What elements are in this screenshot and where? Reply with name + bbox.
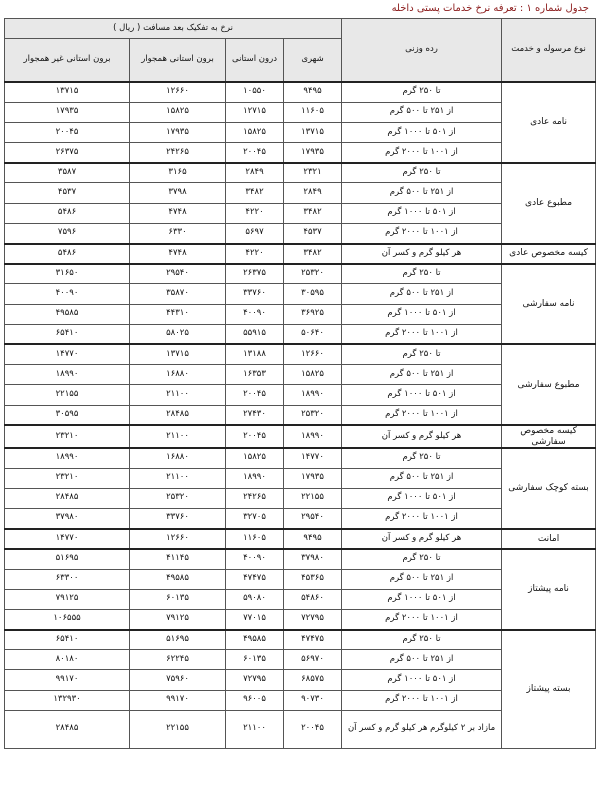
postal-tariff-table (4, 18, 596, 749)
weight-cell: از ۵۰۱ تا ۱۰۰۰ گرم (342, 488, 502, 508)
rate-intra-province: ۱۶۳۵۳ (226, 365, 284, 385)
rate-intra-province: ۴۰۰۹۰ (226, 549, 284, 569)
rate-adjacent-province: ۶۳۳۰ (130, 223, 226, 243)
rate-adjacent-province: ۵۱۶۹۵ (130, 630, 226, 650)
rate-city: ۱۷۹۳۵ (284, 143, 342, 163)
rate-non-adjacent-province: ۲۶۳۷۵ (5, 143, 130, 163)
rate-adjacent-province: ۲۵۳۲۰ (130, 488, 226, 508)
table-row (5, 425, 596, 448)
rate-non-adjacent-province: ۶۳۳۰۰ (5, 569, 130, 589)
rate-adjacent-province: ۳۱۶۵ (130, 163, 226, 183)
rate-city: ۹۰۷۳۰ (284, 690, 342, 710)
weight-cell: از ۲۵۱ تا ۵۰۰ گرم (342, 650, 502, 670)
rate-city: ۹۴۹۵ (284, 529, 342, 549)
rate-non-adjacent-province: ۴۵۳۷ (5, 183, 130, 203)
weight-cell: تا ۲۵۰ گرم (342, 82, 502, 102)
weight-cell: از ۵۰۱ تا ۱۰۰۰ گرم (342, 589, 502, 609)
weight-cell: از ۲۵۱ تا ۵۰۰ گرم (342, 183, 502, 203)
table-row (5, 163, 596, 183)
table-row (5, 549, 596, 569)
rate-non-adjacent-province: ۱۷۹۳۵ (5, 102, 130, 122)
weight-cell: مازاد بر ۲ کیلوگرم هر کیلو گرم و کسر آن (342, 710, 502, 748)
rate-city: ۱۳۷۱۵ (284, 122, 342, 142)
rate-city: ۲۹۵۴۰ (284, 508, 342, 528)
rate-city: ۱۸۹۹۰ (284, 425, 342, 448)
rate-city: ۲۵۳۲۰ (284, 264, 342, 284)
rate-city: ۴۷۴۷۵ (284, 630, 342, 650)
rate-adjacent-province: ۴۱۱۴۵ (130, 549, 226, 569)
rate-intra-province: ۵۹۰۸۰ (226, 589, 284, 609)
rate-city: ۱۱۶۰۵ (284, 102, 342, 122)
rate-intra-province: ۴۲۲۰ (226, 244, 284, 264)
rate-non-adjacent-province: ۶۵۴۱۰ (5, 324, 130, 344)
weight-cell: از ۵۰۱ تا ۱۰۰۰ گرم (342, 304, 502, 324)
header-non-adjacent-province: برون استانی غیر همجوار (5, 39, 130, 82)
rate-non-adjacent-province: ۷۵۹۶ (5, 223, 130, 243)
weight-cell: هر کیلو گرم و کسر آن (342, 529, 502, 549)
weight-cell: تا ۲۵۰ گرم (342, 163, 502, 183)
weight-cell: تا ۲۵۰ گرم (342, 344, 502, 364)
header-city: شهری (284, 39, 342, 82)
rate-city: ۲۲۱۵۵ (284, 488, 342, 508)
rate-intra-province: ۳۴۸۲ (226, 183, 284, 203)
service-type-cell: مطبوع سفارشی (502, 344, 596, 425)
weight-cell: از ۲۵۱ تا ۵۰۰ گرم (342, 569, 502, 589)
weight-cell: از ۱۰۰۱ تا ۲۰۰۰ گرم (342, 223, 502, 243)
header-service: نوع مرسوله و خدمت (502, 19, 596, 83)
rate-adjacent-province: ۲۱۱۰۰ (130, 468, 226, 488)
caption-title: تعرفه نرخ خدمات پستی داخله (391, 3, 517, 14)
table-row (5, 244, 596, 264)
rate-intra-province: ۴۹۵۸۵ (226, 630, 284, 650)
rate-city: ۱۸۹۹۰ (284, 385, 342, 405)
rate-city: ۵۴۸۶۰ (284, 589, 342, 609)
weight-cell: از ۱۰۰۱ تا ۲۰۰۰ گرم (342, 508, 502, 528)
rate-adjacent-province: ۳۵۸۷۰ (130, 284, 226, 304)
header-intra-province: درون استانی (226, 39, 284, 82)
rate-intra-province: ۴۰۰۹۰ (226, 304, 284, 324)
rate-non-adjacent-province: ۳۱۶۵۰ (5, 264, 130, 284)
table-row (5, 82, 596, 102)
rate-adjacent-province: ۳۳۷۶۰ (130, 508, 226, 528)
header-adjacent-province: برون استانی همجوار (130, 39, 226, 82)
service-type-cell: کیسه مخصوص عادی (502, 244, 596, 264)
table-row (5, 448, 596, 468)
rate-intra-province: ۲۰۰۴۵ (226, 143, 284, 163)
rate-city: ۱۷۹۳۵ (284, 468, 342, 488)
rate-adjacent-province: ۴۷۴۸ (130, 244, 226, 264)
rate-non-adjacent-province: ۵۱۶۹۵ (5, 549, 130, 569)
rate-city: ۵۶۹۷۰ (284, 650, 342, 670)
rate-non-adjacent-province: ۸۰۱۸۰ (5, 650, 130, 670)
rate-adjacent-province: ۱۵۸۲۵ (130, 102, 226, 122)
rate-non-adjacent-province: ۳۵۸۷ (5, 163, 130, 183)
rate-non-adjacent-province: ۷۹۱۲۵ (5, 589, 130, 609)
weight-cell: هر کیلو گرم و کسر آن (342, 425, 502, 448)
weight-cell: از ۲۵۱ تا ۵۰۰ گرم (342, 365, 502, 385)
rate-intra-province: ۱۱۶۰۵ (226, 529, 284, 549)
rate-intra-province: ۱۲۷۱۵ (226, 102, 284, 122)
rate-non-adjacent-province: ۲۸۴۸۵ (5, 488, 130, 508)
rate-intra-province: ۷۷۰۱۵ (226, 609, 284, 629)
rate-non-adjacent-province: ۳۷۹۸۰ (5, 508, 130, 528)
rate-city: ۳۰۵۹۵ (284, 284, 342, 304)
service-type-cell: مطبوع عادی (502, 163, 596, 244)
rate-non-adjacent-province: ۱۴۷۷۰ (5, 529, 130, 549)
weight-cell: تا ۲۵۰ گرم (342, 549, 502, 569)
rate-intra-province: ۴۷۴۷۵ (226, 569, 284, 589)
service-type-cell: کیسه مخصوص سفارشی (502, 425, 596, 448)
rate-intra-province: ۲۷۴۳۰ (226, 405, 284, 425)
rate-adjacent-province: ۲۹۵۴۰ (130, 264, 226, 284)
rate-non-adjacent-province: ۵۴۸۶ (5, 244, 130, 264)
rate-non-adjacent-province: ۱۳۲۹۳۰ (5, 690, 130, 710)
rate-intra-province: ۹۶۰۰۵ (226, 690, 284, 710)
rate-adjacent-province: ۲۲۱۵۵ (130, 710, 226, 748)
weight-cell: از ۱۰۰۱ تا ۲۰۰۰ گرم (342, 609, 502, 629)
service-type-cell: نامه پیشتاز (502, 549, 596, 630)
rate-adjacent-province: ۷۹۱۲۵ (130, 609, 226, 629)
rate-intra-province: ۱۸۹۹۰ (226, 468, 284, 488)
rate-city: ۳۴۸۲ (284, 203, 342, 223)
rate-intra-province: ۵۶۹۷ (226, 223, 284, 243)
rate-adjacent-province: ۴۷۴۸ (130, 203, 226, 223)
weight-cell: از ۵۰۱ تا ۱۰۰۰ گرم (342, 122, 502, 142)
rate-intra-province: ۲۴۲۶۵ (226, 488, 284, 508)
rate-adjacent-province: ۵۸۰۲۵ (130, 324, 226, 344)
rate-city: ۲۵۳۲۰ (284, 405, 342, 425)
weight-cell: از ۵۰۱ تا ۱۰۰۰ گرم (342, 670, 502, 690)
rate-non-adjacent-province: ۱۰۶۵۵۵ (5, 609, 130, 629)
rate-city: ۹۴۹۵ (284, 82, 342, 102)
rate-adjacent-province: ۷۵۹۶۰ (130, 670, 226, 690)
rate-adjacent-province: ۱۳۷۱۵ (130, 344, 226, 364)
rate-non-adjacent-province: ۲۸۴۸۵ (5, 710, 130, 748)
rate-city: ۵۰۶۴۰ (284, 324, 342, 344)
rate-non-adjacent-province: ۹۹۱۷۰ (5, 670, 130, 690)
table-row (5, 344, 596, 364)
weight-cell: هر کیلو گرم و کسر آن (342, 244, 502, 264)
weight-cell: تا ۲۵۰ گرم (342, 630, 502, 650)
rate-non-adjacent-province: ۳۰۵۹۵ (5, 405, 130, 425)
rate-city: ۲۸۴۹ (284, 183, 342, 203)
weight-cell: از ۱۰۰۱ تا ۲۰۰۰ گرم (342, 143, 502, 163)
rate-non-adjacent-province: ۱۴۷۷۰ (5, 344, 130, 364)
table-caption (392, 3, 589, 14)
rate-adjacent-province: ۲۱۱۰۰ (130, 425, 226, 448)
rate-adjacent-province: ۱۶۸۸۰ (130, 448, 226, 468)
rate-non-adjacent-province: ۴۰۰۹۰ (5, 284, 130, 304)
service-type-cell: بسته کوچک سفارشی (502, 448, 596, 529)
header-weight: رده وزنی (342, 19, 502, 83)
rate-intra-province: ۲۶۳۷۵ (226, 264, 284, 284)
rate-city: ۱۴۷۷۰ (284, 448, 342, 468)
rate-intra-province: ۶۰۱۳۵ (226, 650, 284, 670)
rate-non-adjacent-province: ۱۳۷۱۵ (5, 82, 130, 102)
table-body (5, 82, 596, 748)
rate-non-adjacent-province: ۲۰۰۴۵ (5, 122, 130, 142)
rate-intra-province: ۲۸۴۹ (226, 163, 284, 183)
table-row (5, 264, 596, 284)
rate-adjacent-province: ۶۲۲۴۵ (130, 650, 226, 670)
rate-adjacent-province: ۲۸۴۸۵ (130, 405, 226, 425)
rate-intra-province: ۴۲۲۰ (226, 203, 284, 223)
rate-city: ۲۳۲۱ (284, 163, 342, 183)
rate-adjacent-province: ۲۱۱۰۰ (130, 385, 226, 405)
rate-city: ۳۶۹۲۵ (284, 304, 342, 324)
service-type-cell: نامه سفارشی (502, 264, 596, 345)
weight-cell: از ۱۰۰۱ تا ۲۰۰۰ گرم (342, 324, 502, 344)
rate-adjacent-province: ۴۴۳۱۰ (130, 304, 226, 324)
weight-cell: تا ۲۵۰ گرم (342, 448, 502, 468)
rate-city: ۶۸۵۷۵ (284, 670, 342, 690)
rate-city: ۳۴۸۲ (284, 244, 342, 264)
rate-intra-province: ۱۵۸۲۵ (226, 448, 284, 468)
service-type-cell: بسته پیشتاز (502, 630, 596, 749)
rate-intra-province: ۱۵۸۲۵ (226, 122, 284, 142)
rate-adjacent-province: ۱۲۶۶۰ (130, 82, 226, 102)
rate-non-adjacent-province: ۱۸۹۹۰ (5, 448, 130, 468)
rate-non-adjacent-province: ۶۵۴۱۰ (5, 630, 130, 650)
rate-intra-province: ۲۰۰۴۵ (226, 385, 284, 405)
rate-city: ۲۰۰۴۵ (284, 710, 342, 748)
rate-non-adjacent-province: ۲۳۲۱۰ (5, 425, 130, 448)
rate-adjacent-province: ۱۶۸۸۰ (130, 365, 226, 385)
service-type-cell: امانت (502, 529, 596, 549)
rate-intra-province: ۲۰۰۴۵ (226, 425, 284, 448)
rate-non-adjacent-province: ۲۳۲۱۰ (5, 468, 130, 488)
weight-cell: از ۲۵۱ تا ۵۰۰ گرم (342, 284, 502, 304)
rate-intra-province: ۱۰۵۵۰ (226, 82, 284, 102)
rate-adjacent-province: ۳۷۹۸ (130, 183, 226, 203)
rate-city: ۴۵۳۷ (284, 223, 342, 243)
rate-intra-province: ۷۲۷۹۵ (226, 670, 284, 690)
weight-cell: از ۱۰۰۱ تا ۲۰۰۰ گرم (342, 405, 502, 425)
rate-city: ۱۲۶۶۰ (284, 344, 342, 364)
rate-intra-province: ۳۲۷۰۵ (226, 508, 284, 528)
rate-adjacent-province: ۹۹۱۷۰ (130, 690, 226, 710)
rate-adjacent-province: ۱۷۹۳۵ (130, 122, 226, 142)
rate-adjacent-province: ۶۰۱۳۵ (130, 589, 226, 609)
table-row (5, 529, 596, 549)
weight-cell: از ۵۰۱ تا ۱۰۰۰ گرم (342, 203, 502, 223)
rate-non-adjacent-province: ۵۴۸۶ (5, 203, 130, 223)
header-distance-group: نرخ به تفکیک بعد مسافت ( ریال ) (5, 19, 342, 39)
weight-cell: تا ۲۵۰ گرم (342, 264, 502, 284)
rate-intra-province: ۱۳۱۸۸ (226, 344, 284, 364)
rate-intra-province: ۵۵۹۱۵ (226, 324, 284, 344)
weight-cell: از ۵۰۱ تا ۱۰۰۰ گرم (342, 385, 502, 405)
rate-adjacent-province: ۴۹۵۸۵ (130, 569, 226, 589)
caption-label: جدول شماره ۱ : (519, 3, 589, 14)
rate-city: ۴۵۳۶۵ (284, 569, 342, 589)
service-type-cell: نامه عادی (502, 82, 596, 163)
rate-adjacent-province: ۱۲۶۶۰ (130, 529, 226, 549)
rate-non-adjacent-province: ۲۲۱۵۵ (5, 385, 130, 405)
weight-cell: از ۲۵۱ تا ۵۰۰ گرم (342, 468, 502, 488)
rate-non-adjacent-province: ۴۹۵۸۵ (5, 304, 130, 324)
rate-non-adjacent-province: ۱۸۹۹۰ (5, 365, 130, 385)
rate-adjacent-province: ۲۴۲۶۵ (130, 143, 226, 163)
rate-city: ۷۲۷۹۵ (284, 609, 342, 629)
rate-city: ۱۵۸۲۵ (284, 365, 342, 385)
rate-intra-province: ۳۳۷۶۰ (226, 284, 284, 304)
table-row (5, 630, 596, 650)
rate-intra-province: ۲۱۱۰۰ (226, 710, 284, 748)
rate-city: ۳۷۹۸۰ (284, 549, 342, 569)
weight-cell: از ۲۵۱ تا ۵۰۰ گرم (342, 102, 502, 122)
weight-cell: از ۱۰۰۱ تا ۲۰۰۰ گرم (342, 690, 502, 710)
